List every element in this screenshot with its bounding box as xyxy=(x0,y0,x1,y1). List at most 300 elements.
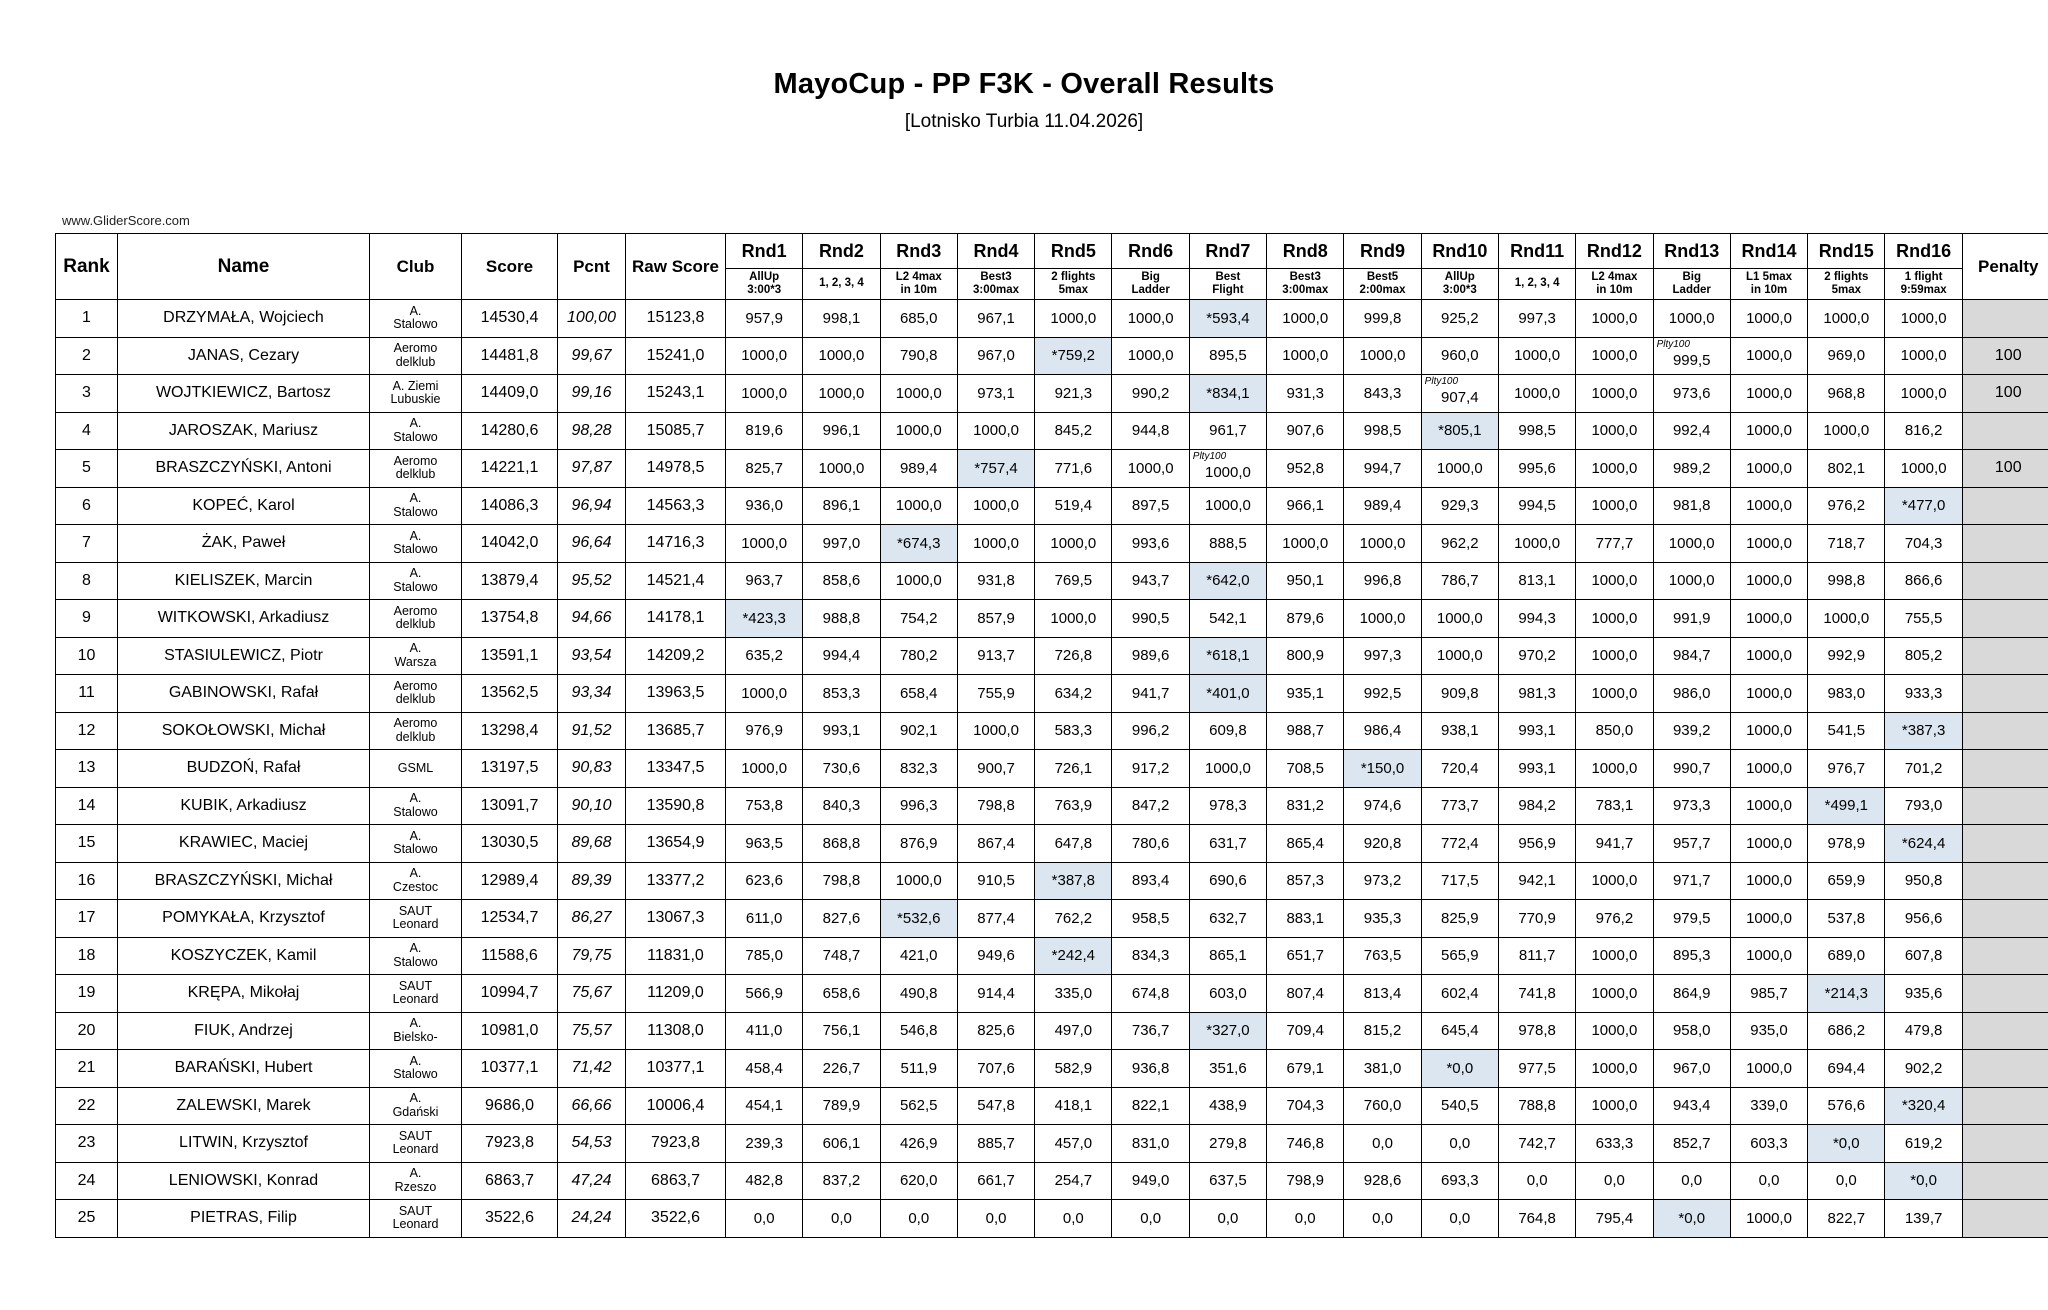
cell-round-15: 992,9 xyxy=(1808,637,1885,675)
cell-round-16: *387,3 xyxy=(1885,712,1962,750)
cell-round-7: 631,7 xyxy=(1189,825,1266,863)
cell-round-16: 793,0 xyxy=(1885,787,1962,825)
cell-round-14: 1000,0 xyxy=(1730,450,1807,488)
cell-club xyxy=(370,1162,462,1200)
cell-penalty xyxy=(1962,1087,2048,1125)
cell-rank: 21 xyxy=(56,1050,118,1088)
table-row xyxy=(56,675,2048,713)
cell-club xyxy=(370,675,462,713)
cell-rank: 6 xyxy=(56,487,118,525)
task-line1: 2 flights xyxy=(1808,271,1884,284)
cell-round-14: 1000,0 xyxy=(1730,675,1807,713)
table-row xyxy=(56,787,2048,825)
cell-round-14: 1000,0 xyxy=(1730,487,1807,525)
cell-penalty xyxy=(1962,825,2048,863)
club-line: Stalowo xyxy=(370,431,461,445)
cell-round-10: 1000,0 xyxy=(1421,637,1498,675)
cell-round-4: 877,4 xyxy=(957,900,1034,938)
cell-penalty xyxy=(1962,562,2048,600)
cell-name: KIELISZEK, Marcin xyxy=(118,562,370,600)
cell-round-1: 819,6 xyxy=(726,412,803,450)
cell-round-8: 857,3 xyxy=(1267,862,1344,900)
task-line2: in 10m xyxy=(1576,284,1652,297)
cell-round-10: 1000,0 xyxy=(1421,600,1498,638)
club-line: SAUT xyxy=(370,1130,461,1144)
col-header-rnd9: Rnd9 xyxy=(1344,234,1421,269)
cell-round-11: 993,1 xyxy=(1498,712,1575,750)
cell-round-5: 771,6 xyxy=(1035,450,1112,488)
cell-round-6: 941,7 xyxy=(1112,675,1189,713)
cell-name: POMYKAŁA, Krzysztof xyxy=(118,900,370,938)
cell-raw-score: 13067,3 xyxy=(626,900,726,938)
cell-round-12: 783,1 xyxy=(1576,787,1653,825)
cell-round-2: 868,8 xyxy=(803,825,880,863)
col-task-rnd11 xyxy=(1498,269,1575,300)
cell-round-7: *642,0 xyxy=(1189,562,1266,600)
col-header-name: Name xyxy=(118,234,370,300)
cell-raw-score: 3522,6 xyxy=(626,1200,726,1238)
cell-round-12: 1000,0 xyxy=(1576,1012,1653,1050)
cell-round-8: 883,1 xyxy=(1267,900,1344,938)
cell-round-7: 888,5 xyxy=(1189,525,1266,563)
cell-name: WITKOWSKI, Arkadiusz xyxy=(118,600,370,638)
cell-club xyxy=(370,825,462,863)
cell-score: 13754,8 xyxy=(462,600,558,638)
cell-round-1: 963,7 xyxy=(726,562,803,600)
cell-round-13: 967,0 xyxy=(1653,1050,1730,1088)
cell-round-5: 0,0 xyxy=(1035,1200,1112,1238)
task-line1: 1, 2, 3, 4 xyxy=(1499,277,1575,290)
cell-round-2: 994,4 xyxy=(803,637,880,675)
table-row xyxy=(56,600,2048,638)
cell-round-7: 542,1 xyxy=(1189,600,1266,638)
cell-round-15: 998,8 xyxy=(1808,562,1885,600)
club-line: A. xyxy=(370,1167,461,1181)
cell-round-4: 857,9 xyxy=(957,600,1034,638)
table-row xyxy=(56,562,2048,600)
cell-rank: 15 xyxy=(56,825,118,863)
cell-raw-score: 11831,0 xyxy=(626,937,726,975)
cell-round-11: 741,8 xyxy=(1498,975,1575,1013)
cell-penalty xyxy=(1962,637,2048,675)
col-header-rnd11: Rnd11 xyxy=(1498,234,1575,269)
cell-score: 3522,6 xyxy=(462,1200,558,1238)
cell-rank: 3 xyxy=(56,375,118,413)
cell-raw-score: 11308,0 xyxy=(626,1012,726,1050)
cell-round-6: 831,0 xyxy=(1112,1125,1189,1163)
cell-round-15: 822,7 xyxy=(1808,1200,1885,1238)
cell-penalty xyxy=(1962,600,2048,638)
cell-round-4: 913,7 xyxy=(957,637,1034,675)
cell-round-10: 602,4 xyxy=(1421,975,1498,1013)
cell-round-7: *618,1 xyxy=(1189,637,1266,675)
cell-round-15: 802,1 xyxy=(1808,450,1885,488)
table-row xyxy=(56,900,2048,938)
cell-club xyxy=(370,900,462,938)
cell-round-1: 1000,0 xyxy=(726,375,803,413)
cell-round-9: 935,3 xyxy=(1344,900,1421,938)
cell-round-11: 998,5 xyxy=(1498,412,1575,450)
cell-round-2: 840,3 xyxy=(803,787,880,825)
cell-round-7: 609,8 xyxy=(1189,712,1266,750)
cell-round-2: 896,1 xyxy=(803,487,880,525)
cell-round-5: 921,3 xyxy=(1035,375,1112,413)
cell-round-3: 658,4 xyxy=(880,675,957,713)
cell-round-6: 1000,0 xyxy=(1112,450,1189,488)
cell-round-1: 936,0 xyxy=(726,487,803,525)
cell-round-15: 1000,0 xyxy=(1808,300,1885,338)
table-row xyxy=(56,375,2048,413)
cell-round-3: 1000,0 xyxy=(880,412,957,450)
task-line2: Ladder xyxy=(1654,284,1730,297)
cell-round-4: 1000,0 xyxy=(957,487,1034,525)
cell-round-7: *327,0 xyxy=(1189,1012,1266,1050)
cell-round-5: *759,2 xyxy=(1035,337,1112,375)
cell-name: KRAWIEC, Maciej xyxy=(118,825,370,863)
cell-pcnt: 75,67 xyxy=(558,975,626,1013)
cell-score: 13197,5 xyxy=(462,750,558,788)
cell-round-4: 949,6 xyxy=(957,937,1034,975)
cell-round-5: 1000,0 xyxy=(1035,300,1112,338)
cell-round-8: 708,5 xyxy=(1267,750,1344,788)
cell-round-1: 0,0 xyxy=(726,1200,803,1238)
cell-round-9: 928,6 xyxy=(1344,1162,1421,1200)
cell-round-6: 949,0 xyxy=(1112,1162,1189,1200)
col-task-rnd2 xyxy=(803,269,880,300)
cell-pcnt: 96,64 xyxy=(558,525,626,563)
cell-name: KUBIK, Arkadiusz xyxy=(118,787,370,825)
cell-round-11: 994,3 xyxy=(1498,600,1575,638)
table-row xyxy=(56,937,2048,975)
cell-round-8: 950,1 xyxy=(1267,562,1344,600)
cell-round-9: *150,0 xyxy=(1344,750,1421,788)
cell-round-4: 755,9 xyxy=(957,675,1034,713)
cell-round-7: *401,0 xyxy=(1189,675,1266,713)
cell-round-8: 907,6 xyxy=(1267,412,1344,450)
cell-penalty xyxy=(1962,975,2048,1013)
cell-round-4: 885,7 xyxy=(957,1125,1034,1163)
cell-penalty xyxy=(1962,487,2048,525)
cell-round-16: 607,8 xyxy=(1885,937,1962,975)
cell-round-8: 798,9 xyxy=(1267,1162,1344,1200)
cell-round-1: *423,3 xyxy=(726,600,803,638)
task-line2: 5max xyxy=(1808,284,1884,297)
cell-round-15: 537,8 xyxy=(1808,900,1885,938)
cell-round-14: 1000,0 xyxy=(1730,825,1807,863)
cell-round-3: 620,0 xyxy=(880,1162,957,1200)
cell-club xyxy=(370,412,462,450)
cell-name: SOKOŁOWSKI, Michał xyxy=(118,712,370,750)
cell-round-13: 939,2 xyxy=(1653,712,1730,750)
cell-round-6: 0,0 xyxy=(1112,1200,1189,1238)
table-row xyxy=(56,1200,2048,1238)
cell-round-13: 973,3 xyxy=(1653,787,1730,825)
cell-round-13: 957,7 xyxy=(1653,825,1730,863)
table-row xyxy=(56,1125,2048,1163)
cell-round-6: 993,6 xyxy=(1112,525,1189,563)
task-line2: 5max xyxy=(1035,284,1111,297)
cell-round-1: 1000,0 xyxy=(726,750,803,788)
cell-round-8: 746,8 xyxy=(1267,1125,1344,1163)
col-task-rnd10 xyxy=(1421,269,1498,300)
cell-round-15: 576,6 xyxy=(1808,1087,1885,1125)
cell-round-4: 914,4 xyxy=(957,975,1034,1013)
cell-rank: 18 xyxy=(56,937,118,975)
cell-name: GABINOWSKI, Rafał xyxy=(118,675,370,713)
cell-pcnt: 54,53 xyxy=(558,1125,626,1163)
cell-round-11: 742,7 xyxy=(1498,1125,1575,1163)
cell-round-3: 996,3 xyxy=(880,787,957,825)
cell-pcnt: 47,24 xyxy=(558,1162,626,1200)
cell-round-16: *0,0 xyxy=(1885,1162,1962,1200)
cell-name: STASIULEWICZ, Piotr xyxy=(118,637,370,675)
cell-round-9: 763,5 xyxy=(1344,937,1421,975)
club-line: delklub xyxy=(370,731,461,745)
cell-round-12: 1000,0 xyxy=(1576,1050,1653,1088)
cell-round-16: 479,8 xyxy=(1885,1012,1962,1050)
cell-round-16: 1000,0 xyxy=(1885,300,1962,338)
task-line1: Best3 xyxy=(1267,271,1343,284)
cell-round-2: 998,1 xyxy=(803,300,880,338)
cell-raw-score: 7923,8 xyxy=(626,1125,726,1163)
club-line: A. xyxy=(370,942,461,956)
cell-round-3: 902,1 xyxy=(880,712,957,750)
cell-round-5: 845,2 xyxy=(1035,412,1112,450)
cell-round-4: 825,6 xyxy=(957,1012,1034,1050)
cell-pcnt: 93,54 xyxy=(558,637,626,675)
round-value: 907,4 xyxy=(1422,389,1498,406)
cell-round-16: 950,8 xyxy=(1885,862,1962,900)
col-header-rnd1: Rnd1 xyxy=(726,234,803,269)
cell-round-9: 997,3 xyxy=(1344,637,1421,675)
cell-penalty xyxy=(1962,862,2048,900)
cell-round-8: 1000,0 xyxy=(1267,525,1344,563)
cell-name: WOJTKIEWICZ, Bartosz xyxy=(118,375,370,413)
cell-name: BRASZCZYŃSKI, Antoni xyxy=(118,450,370,488)
results-page xyxy=(0,68,2048,1310)
club-line: Warsza xyxy=(370,656,461,670)
cell-round-2: 730,6 xyxy=(803,750,880,788)
col-header-rnd15: Rnd15 xyxy=(1808,234,1885,269)
cell-round-13: 981,8 xyxy=(1653,487,1730,525)
cell-round-7: 690,6 xyxy=(1189,862,1266,900)
cell-rank: 20 xyxy=(56,1012,118,1050)
cell-name: BARAŃSKI, Hubert xyxy=(118,1050,370,1088)
cell-name: JAROSZAK, Mariusz xyxy=(118,412,370,450)
cell-round-14: 1000,0 xyxy=(1730,712,1807,750)
cell-round-15: 976,7 xyxy=(1808,750,1885,788)
cell-round-9: 998,5 xyxy=(1344,412,1421,450)
cell-score: 14280,6 xyxy=(462,412,558,450)
cell-round-5: 769,5 xyxy=(1035,562,1112,600)
cell-round-9: 992,5 xyxy=(1344,675,1421,713)
cell-round-11: 956,9 xyxy=(1498,825,1575,863)
club-line: Lubuskie xyxy=(370,393,461,407)
raw-score-line1: Raw xyxy=(632,257,667,276)
cell-round-16: 701,2 xyxy=(1885,750,1962,788)
cell-round-8: 800,9 xyxy=(1267,637,1344,675)
cell-raw-score: 15241,0 xyxy=(626,337,726,375)
cell-round-1: 976,9 xyxy=(726,712,803,750)
cell-round-9: 813,4 xyxy=(1344,975,1421,1013)
cell-round-7: 603,0 xyxy=(1189,975,1266,1013)
cell-round-3: 0,0 xyxy=(880,1200,957,1238)
club-line: A. xyxy=(370,1092,461,1106)
cell-raw-score: 10006,4 xyxy=(626,1087,726,1125)
task-line1: Big xyxy=(1112,271,1188,284)
cell-round-8: 952,8 xyxy=(1267,450,1344,488)
col-header-rnd6: Rnd6 xyxy=(1112,234,1189,269)
cell-round-14: 1000,0 xyxy=(1730,525,1807,563)
cell-club xyxy=(370,450,462,488)
cell-round-8: 935,1 xyxy=(1267,675,1344,713)
cell-round-5: 457,0 xyxy=(1035,1125,1112,1163)
cell-score: 14042,0 xyxy=(462,525,558,563)
cell-round-14: 1000,0 xyxy=(1730,637,1807,675)
cell-raw-score: 13590,8 xyxy=(626,787,726,825)
task-line1: L2 4max xyxy=(1576,271,1652,284)
club-line: Aeromo xyxy=(370,342,461,356)
cell-round-4: 547,8 xyxy=(957,1087,1034,1125)
cell-penalty xyxy=(1962,412,2048,450)
cell-score: 10981,0 xyxy=(462,1012,558,1050)
cell-rank: 22 xyxy=(56,1087,118,1125)
cell-round-14: 1000,0 xyxy=(1730,337,1807,375)
cell-round-2: 997,0 xyxy=(803,525,880,563)
cell-round-10: *0,0 xyxy=(1421,1050,1498,1088)
col-header-rnd13: Rnd13 xyxy=(1653,234,1730,269)
cell-round-6: 990,5 xyxy=(1112,600,1189,638)
col-task-rnd15 xyxy=(1808,269,1885,300)
cell-rank: 25 xyxy=(56,1200,118,1238)
cell-round-10: 929,3 xyxy=(1421,487,1498,525)
cell-round-7: 637,5 xyxy=(1189,1162,1266,1200)
club-line: Stalowo xyxy=(370,506,461,520)
cell-name: KRĘPA, Mikołaj xyxy=(118,975,370,1013)
cell-round-2: 993,1 xyxy=(803,712,880,750)
cell-round-6: 897,5 xyxy=(1112,487,1189,525)
cell-round-12: 633,3 xyxy=(1576,1125,1653,1163)
cell-round-14: 1000,0 xyxy=(1730,600,1807,638)
cell-round-10: 925,2 xyxy=(1421,300,1498,338)
cell-pcnt: 86,27 xyxy=(558,900,626,938)
cell-round-10: 693,3 xyxy=(1421,1162,1498,1200)
cell-round-7 xyxy=(1189,450,1266,488)
club-line: A. xyxy=(370,305,461,319)
cell-round-5: *242,4 xyxy=(1035,937,1112,975)
cell-raw-score: 15085,7 xyxy=(626,412,726,450)
cell-round-14: 1000,0 xyxy=(1730,412,1807,450)
club-line: Leonard xyxy=(370,918,461,932)
cell-round-13: 943,4 xyxy=(1653,1087,1730,1125)
cell-rank: 24 xyxy=(56,1162,118,1200)
cell-round-12: 1000,0 xyxy=(1576,1087,1653,1125)
club-line: SAUT xyxy=(370,980,461,994)
cell-round-1: 957,9 xyxy=(726,300,803,338)
club-line: delklub xyxy=(370,618,461,632)
cell-round-13: 971,7 xyxy=(1653,862,1730,900)
cell-penalty xyxy=(1962,1125,2048,1163)
cell-penalty xyxy=(1962,1162,2048,1200)
cell-round-3: 421,0 xyxy=(880,937,957,975)
cell-round-1: 458,4 xyxy=(726,1050,803,1088)
cell-round-2: 988,8 xyxy=(803,600,880,638)
cell-round-7: 279,8 xyxy=(1189,1125,1266,1163)
cell-round-10: *805,1 xyxy=(1421,412,1498,450)
cell-round-1: 1000,0 xyxy=(726,675,803,713)
cell-round-3: 1000,0 xyxy=(880,562,957,600)
cell-round-1: 785,0 xyxy=(726,937,803,975)
club-line: Stalowo xyxy=(370,318,461,332)
cell-penalty xyxy=(1962,900,2048,938)
cell-round-13: 0,0 xyxy=(1653,1162,1730,1200)
cell-penalty xyxy=(1962,675,2048,713)
cell-round-12: 1000,0 xyxy=(1576,937,1653,975)
cell-round-16: 704,3 xyxy=(1885,525,1962,563)
cell-round-9: 381,0 xyxy=(1344,1050,1421,1088)
cell-round-16: 619,2 xyxy=(1885,1125,1962,1163)
cell-round-12: 1000,0 xyxy=(1576,862,1653,900)
task-line1: AllUp xyxy=(726,271,802,284)
cell-round-4: *757,4 xyxy=(957,450,1034,488)
cell-round-1: 611,0 xyxy=(726,900,803,938)
cell-round-7: 351,6 xyxy=(1189,1050,1266,1088)
cell-round-2: 606,1 xyxy=(803,1125,880,1163)
col-task-rnd1 xyxy=(726,269,803,300)
cell-rank: 16 xyxy=(56,862,118,900)
cell-round-7: 895,5 xyxy=(1189,337,1266,375)
cell-round-4: 910,5 xyxy=(957,862,1034,900)
cell-round-14: 1000,0 xyxy=(1730,1050,1807,1088)
cell-name: PIETRAS, Filip xyxy=(118,1200,370,1238)
task-line1: Best3 xyxy=(958,271,1034,284)
cell-round-10: 1000,0 xyxy=(1421,450,1498,488)
club-line: Aeromo xyxy=(370,605,461,619)
col-header-rnd4: Rnd4 xyxy=(957,234,1034,269)
cell-score: 13879,4 xyxy=(462,562,558,600)
cell-score: 12989,4 xyxy=(462,862,558,900)
cell-raw-score: 15123,8 xyxy=(626,300,726,338)
cell-round-16: 1000,0 xyxy=(1885,450,1962,488)
cell-score: 14481,8 xyxy=(462,337,558,375)
cell-round-9: 1000,0 xyxy=(1344,337,1421,375)
cell-round-6: 1000,0 xyxy=(1112,337,1189,375)
cell-club xyxy=(370,600,462,638)
cell-pcnt: 90,10 xyxy=(558,787,626,825)
task-line1: 1 flight xyxy=(1885,271,1961,284)
cell-pcnt: 90,83 xyxy=(558,750,626,788)
cell-round-6: 736,7 xyxy=(1112,1012,1189,1050)
cell-score: 14086,3 xyxy=(462,487,558,525)
cell-round-14: 603,3 xyxy=(1730,1125,1807,1163)
cell-round-10: 825,9 xyxy=(1421,900,1498,938)
cell-round-12: 850,0 xyxy=(1576,712,1653,750)
cell-round-8: 831,2 xyxy=(1267,787,1344,825)
cell-round-16: 755,5 xyxy=(1885,600,1962,638)
club-line: Leonard xyxy=(370,1218,461,1232)
cell-name: LITWIN, Krzysztof xyxy=(118,1125,370,1163)
cell-round-5: 634,2 xyxy=(1035,675,1112,713)
cell-round-8: 865,4 xyxy=(1267,825,1344,863)
table-row xyxy=(56,525,2048,563)
cell-name: DRZYMAŁA, Wojciech xyxy=(118,300,370,338)
cell-round-13: 864,9 xyxy=(1653,975,1730,1013)
cell-round-7: 865,1 xyxy=(1189,937,1266,975)
club-line: Stalowo xyxy=(370,956,461,970)
cell-round-11: 813,1 xyxy=(1498,562,1575,600)
cell-club xyxy=(370,862,462,900)
cell-club xyxy=(370,375,462,413)
